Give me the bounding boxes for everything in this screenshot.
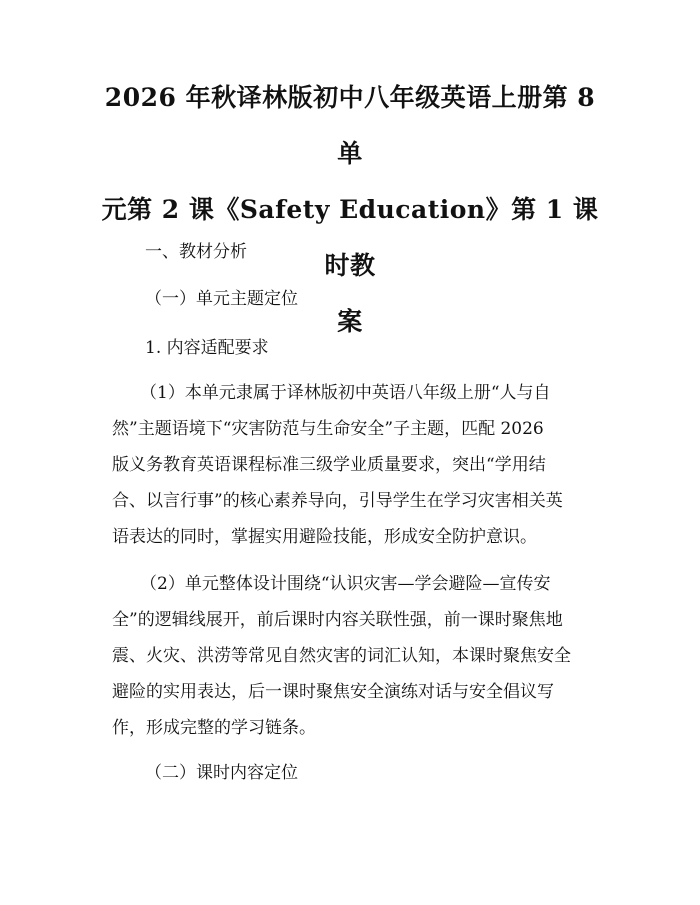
paragraph-1-line: 版义务教育英语课程标准三级学业质量要求，突出“学用结 <box>112 455 546 475</box>
title-line-2: 元第 2 课《Safety Education》第 1 课时教 <box>101 195 599 280</box>
paragraph-1-line: 语表达的同时，掌握实用避险技能，形成安全防护意识。 <box>112 527 537 547</box>
paragraph-2-line: 避险的实用表达，后一课时聚焦安全演练对话与安全倡议写 <box>112 682 554 702</box>
title-line-3: 案 <box>337 307 363 336</box>
paragraph-2-line: （2）单元整体设计围绕“认识灾害—学会避险—宣传安 <box>140 574 551 594</box>
paragraph-2-line: 全”的逻辑线展开，前后课时内容关联性强，前一课时聚焦地 <box>112 610 563 630</box>
paragraph-1-line: 合、以言行事”的核心素养导向，引导学生在学习灾害相关英 <box>112 491 563 511</box>
paragraph-1 <box>112 375 610 555</box>
item-heading-content-requirements: 1. 内容适配要求 <box>145 338 269 358</box>
section-heading-textbook-analysis: 一、教材分析 <box>145 242 247 262</box>
paragraph-1-line: 然”主题语境下“灾害防范与生命安全”子主题，匹配 2026 <box>112 419 544 439</box>
paragraph-2-line: 震、火灾、洪涝等常见自然灾害的词汇认知，本课时聚焦安全 <box>112 646 571 666</box>
paragraph-2 <box>112 566 610 746</box>
paragraph-2-line: 作，形成完整的学习链条。 <box>112 718 316 738</box>
paragraph-1-line: （1）本单元隶属于译林版初中英语八年级上册“人与自 <box>140 383 551 403</box>
title-line-1: 2026 年秋译林版初中八年级英语上册第 8 单 <box>104 83 596 168</box>
subsection-heading-lesson-content: （二）课时内容定位 <box>145 763 298 783</box>
subsection-heading-unit-theme: （一）单元主题定位 <box>145 289 298 309</box>
